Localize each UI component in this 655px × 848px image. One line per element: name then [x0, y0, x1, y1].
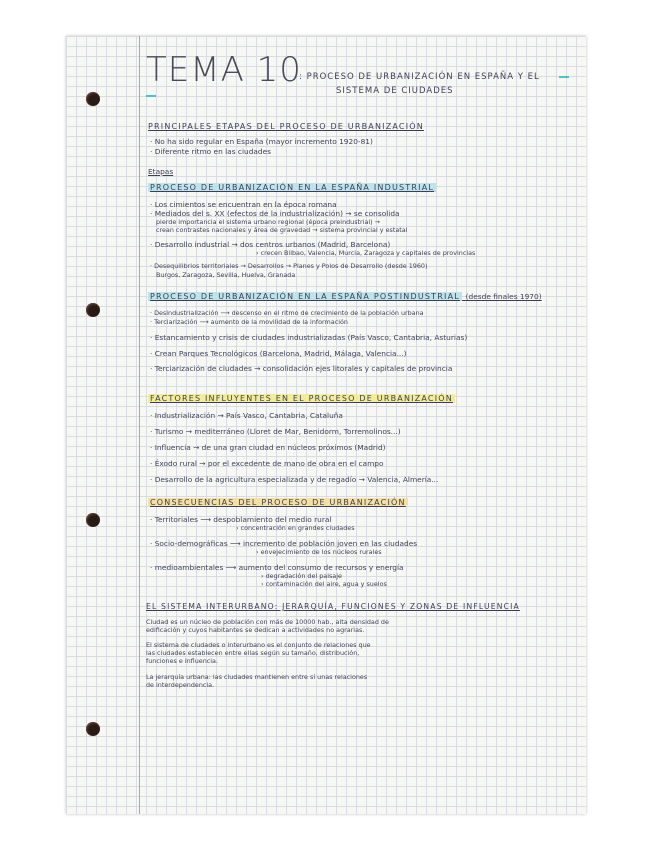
paragraph-line: El sistema de ciudades o interurbano es el conjunto de relaciones que — [146, 641, 371, 649]
list-item: · Desindustrialización ⟶ descenso en el ritmo de crecimiento de la población urbana — [150, 309, 424, 317]
list-item: · Industrialización → País Vasco, Cantabria, Cataluña — [150, 411, 343, 420]
section-heading-factores — [148, 394, 455, 403]
list-item: › contaminación del aire, agua y suelos — [261, 580, 387, 588]
list-item: · Terciarización de ciudades → consolidación ejes litorales y capitales de provincia — [150, 364, 453, 373]
postindustrial-note: (desde finales 1970) — [465, 292, 542, 301]
paragraph-line: de interdependencia. — [146, 681, 215, 689]
list-item: · Socio-demográficas ⟶ incremento de población joven en las ciudades — [150, 539, 418, 548]
paragraph-line: las ciudades establecen entre ellas según su tamaño, distribución, — [146, 649, 360, 657]
page-title: TEMA 10 — [146, 50, 302, 90]
list-item: · Estancamiento y crisis de ciudades industrializadas (País Vasco, Cantabria, Asturias) — [150, 333, 468, 342]
list-item: › envejecimiento de los núcleos rurales — [256, 548, 382, 556]
paragraph-line: La jerarquía urbana: las ciudades mantienen entre sí unas relaciones — [146, 673, 368, 681]
heading-highlight: CONSECUENCIAS DEL PROCESO DE URBANIZACIÓN — [150, 498, 406, 507]
list-item: · Influencia → de una gran ciudad en núcleos próximos (Madrid) — [150, 443, 386, 452]
heading-highlight: FACTORES INFLUYENTES EN EL PROCESO DE URBANIZACIÓN — [150, 394, 453, 403]
section-heading-consecuencias — [148, 498, 408, 507]
list-item: Burgos, Zaragoza, Sevilla, Huelva, Granada — [156, 271, 296, 279]
paragraph-line: edificación y cuyos habitantes se dedican a actividades no agrarias. — [146, 626, 365, 634]
binder-hole — [86, 303, 100, 317]
list-item: › crecen Bilbao, Valencia, Murcia, Zaragoza y capitales de provincias — [256, 249, 476, 257]
binder-hole — [86, 513, 100, 527]
section-heading-postindustrial — [148, 292, 542, 301]
list-item: · Mediados del s. XX (efectos de la industrialización) → se consolida — [150, 209, 400, 218]
paragraph-line: Ciudad es un núcleo de población con más de 10000 hab., alta densidad de — [146, 618, 389, 626]
list-item: · Desarrollo industrial → dos centros urbanos (Madrid, Barcelona) — [150, 240, 391, 249]
section-heading-sistema: EL SISTEMA INTERURBANO: JERARQUÍA, FUNCIONES Y ZONAS DE INFLUENCIA — [146, 602, 520, 611]
list-item: › degradación del paisaje — [261, 572, 342, 580]
section-heading-etapas: PRINCIPALES ETAPAS DEL PROCESO DE URBANIZACIÓN — [148, 122, 424, 131]
binder-hole — [86, 92, 100, 106]
list-item: crean contrastes nacionales y área de gravedad → sistema provincial y estatal — [156, 226, 408, 234]
margin-line — [139, 36, 140, 814]
binder-hole — [86, 722, 100, 736]
list-item: · Desequilibrios territoriales → Desarrollos → Planes y Polos de Desarrollo (desde 1960) — [150, 262, 428, 270]
list-item: › concentración en grandes ciudades — [236, 524, 355, 532]
title-dash — [559, 76, 569, 78]
heading-highlight: PROCESO DE URBANIZACIÓN EN LA ESPAÑA INDUSTRIAL — [150, 183, 435, 192]
list-item: · Diferente ritmo en las ciudades — [150, 147, 272, 156]
section-heading-industrial — [148, 183, 436, 192]
notebook-page — [66, 36, 586, 814]
list-item: · Turismo → mediterráneo (Lloret de Mar, Benidorm, Torremolinos...) — [150, 427, 401, 436]
heading-highlight: PROCESO DE URBANIZACIÓN EN LA ESPAÑA POSTINDUSTRIAL — [150, 292, 460, 301]
paragraph-line: funciones e influencia. — [146, 657, 218, 665]
etapas-label: Etapas — [148, 167, 174, 176]
list-item: · Terciarización ⟶ aumento de la movilidad de la información — [150, 318, 348, 326]
list-item: · medioambientales ⟶ aumento del consumo de recursos y energía — [150, 563, 404, 572]
list-item: · Desarrollo de la agricultura especializada y de regadío → Valencia, Almería... — [150, 475, 439, 484]
title-dash — [146, 95, 156, 97]
list-item: · No ha sido regular en España (mayor incremento 1920-81) — [150, 137, 373, 146]
page-subtitle-line1: : PROCESO DE URBANIZACIÓN EN ESPAÑA Y EL — [299, 72, 540, 82]
list-item: · Crean Parques Tecnológicos (Barcelona, Madrid, Málaga, Valencia...) — [150, 349, 407, 358]
list-item: · Éxodo rural → por el excedente de mano de obra en el campo — [150, 459, 384, 468]
page-subtitle-line2: SISTEMA DE CIUDADES — [336, 86, 454, 96]
list-item: · Los cimientos se encuentran en la época romana — [150, 200, 337, 209]
list-item: · Territoriales ⟶ despoblamiento del medio rural — [150, 515, 332, 524]
list-item: pierde importancia el sistema urbano regional (época preindustrial) → — [156, 218, 381, 226]
